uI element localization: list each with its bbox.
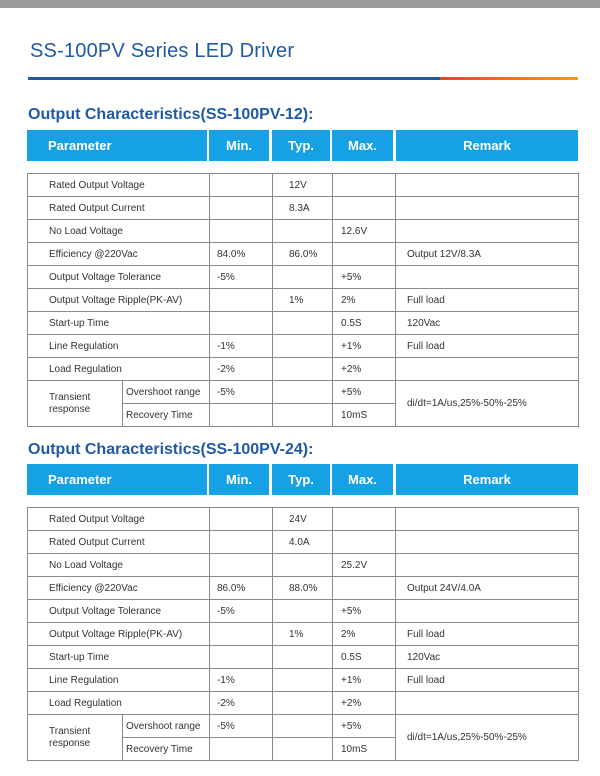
- min-cell: -5%: [210, 600, 273, 623]
- transient-remark-cell: di/dt=1A/us,25%-50%-25%: [396, 715, 579, 761]
- remark-cell: Full load: [396, 335, 579, 358]
- table-row: [28, 623, 579, 646]
- max-cell: [333, 197, 396, 220]
- transient-sub-cell: Overshoot range: [123, 381, 210, 404]
- table-row: [28, 174, 579, 197]
- min-cell: -1%: [210, 669, 273, 692]
- typ-cell: [273, 358, 333, 381]
- remark-cell: Full load: [396, 289, 579, 312]
- typ-cell: 86.0%: [273, 243, 333, 266]
- remark-cell: Output 24V/4.0A: [396, 577, 579, 600]
- min-cell: -1%: [210, 335, 273, 358]
- header-remark: Remark: [396, 464, 578, 495]
- max-cell: [333, 577, 396, 600]
- min-cell: -5%: [210, 381, 273, 404]
- min-cell: -2%: [210, 358, 273, 381]
- remark-cell: [396, 266, 579, 289]
- param-cell: Output Voltage Tolerance: [28, 266, 210, 289]
- header-min: Min.: [209, 464, 269, 495]
- spec-table-12v: [27, 173, 579, 427]
- typ-cell: [273, 692, 333, 715]
- min-cell: [210, 738, 273, 761]
- remark-cell: [396, 600, 579, 623]
- min-cell: [210, 220, 273, 243]
- header-max: Max.: [332, 130, 393, 161]
- max-cell: +5%: [333, 715, 396, 738]
- typ-cell: 88.0%: [273, 577, 333, 600]
- param-cell: Efficiency @220Vac: [28, 577, 210, 600]
- transient-sub-cell: Recovery Time: [123, 738, 210, 761]
- transient-label-cell: Transient response: [28, 381, 123, 427]
- typ-cell: 24V: [273, 508, 333, 531]
- typ-cell: [273, 669, 333, 692]
- max-cell: +2%: [333, 692, 396, 715]
- max-cell: 2%: [333, 623, 396, 646]
- param-cell: Rated Output Current: [28, 531, 210, 554]
- typ-cell: [273, 381, 333, 404]
- document-title: SS-100PV Series LED Driver: [30, 40, 295, 62]
- param-cell: No Load Voltage: [28, 220, 210, 243]
- max-cell: [333, 531, 396, 554]
- table-row: [28, 266, 579, 289]
- table-row-transient: [28, 381, 579, 404]
- transient-sub-cell: Recovery Time: [123, 404, 210, 427]
- table-row: [28, 289, 579, 312]
- transient-remark-cell: di/dt=1A/us,25%-50%-25%: [396, 381, 579, 427]
- typ-cell: [273, 600, 333, 623]
- param-cell: Rated Output Current: [28, 197, 210, 220]
- typ-cell: 8.3A: [273, 197, 333, 220]
- table-row: [28, 692, 579, 715]
- table-row: [28, 508, 579, 531]
- max-cell: 12.6V: [333, 220, 396, 243]
- param-cell: Rated Output Voltage: [28, 174, 210, 197]
- remark-cell: [396, 508, 579, 531]
- remark-cell: Full load: [396, 623, 579, 646]
- max-cell: [333, 174, 396, 197]
- min-cell: [210, 531, 273, 554]
- max-cell: 0.5S: [333, 646, 396, 669]
- remark-cell: 120Vac: [396, 312, 579, 335]
- table-row: [28, 220, 579, 243]
- min-cell: 86.0%: [210, 577, 273, 600]
- max-cell: +5%: [333, 600, 396, 623]
- min-cell: [210, 197, 273, 220]
- typ-cell: [273, 335, 333, 358]
- min-cell: [210, 174, 273, 197]
- min-cell: 84.0%: [210, 243, 273, 266]
- max-cell: +5%: [333, 266, 396, 289]
- max-cell: [333, 243, 396, 266]
- typ-cell: 12V: [273, 174, 333, 197]
- param-cell: Start-up Time: [28, 312, 210, 335]
- remark-cell: [396, 692, 579, 715]
- typ-cell: 4.0A: [273, 531, 333, 554]
- param-cell: Output Voltage Ripple(PK-AV): [28, 289, 210, 312]
- title-rule-orange: [440, 77, 578, 80]
- header-parameter: Parameter: [27, 130, 207, 161]
- table-row: [28, 243, 579, 266]
- max-cell: +1%: [333, 335, 396, 358]
- remark-cell: [396, 174, 579, 197]
- header-typ: Typ.: [272, 464, 330, 495]
- min-cell: [210, 646, 273, 669]
- typ-cell: [273, 266, 333, 289]
- table-row: [28, 577, 579, 600]
- spec-table-24v: [27, 507, 579, 761]
- param-cell: No Load Voltage: [28, 554, 210, 577]
- table-row: [28, 312, 579, 335]
- remark-cell: [396, 197, 579, 220]
- remark-cell: Output 12V/8.3A: [396, 243, 579, 266]
- remark-cell: [396, 358, 579, 381]
- param-cell: Start-up Time: [28, 646, 210, 669]
- min-cell: [210, 289, 273, 312]
- typ-cell: [273, 220, 333, 243]
- typ-cell: [273, 312, 333, 335]
- title-rule-blue: [28, 77, 440, 80]
- header-remark: Remark: [396, 130, 578, 161]
- header-parameter: Parameter: [27, 464, 207, 495]
- remark-cell: [396, 220, 579, 243]
- param-cell: Load Regulation: [28, 692, 210, 715]
- table-row: [28, 358, 579, 381]
- typ-cell: [273, 715, 333, 738]
- top-gray-bar: [0, 0, 600, 8]
- max-cell: +2%: [333, 358, 396, 381]
- header-min: Min.: [209, 130, 269, 161]
- header-typ: Typ.: [272, 130, 330, 161]
- min-cell: -2%: [210, 692, 273, 715]
- header-max: Max.: [332, 464, 393, 495]
- remark-cell: [396, 554, 579, 577]
- param-cell: Output Voltage Ripple(PK-AV): [28, 623, 210, 646]
- min-cell: [210, 623, 273, 646]
- max-cell: +5%: [333, 381, 396, 404]
- remark-cell: 120Vac: [396, 646, 579, 669]
- table-row: [28, 335, 579, 358]
- max-cell: [333, 508, 396, 531]
- table-row: [28, 600, 579, 623]
- param-cell: Rated Output Voltage: [28, 508, 210, 531]
- min-cell: -5%: [210, 715, 273, 738]
- transient-label-cell: Transient response: [28, 715, 123, 761]
- remark-cell: [396, 531, 579, 554]
- param-cell: Load Regulation: [28, 358, 210, 381]
- table-row: [28, 531, 579, 554]
- table-row: [28, 669, 579, 692]
- param-cell: Line Regulation: [28, 335, 210, 358]
- typ-cell: [273, 738, 333, 761]
- transient-sub-cell: Overshoot range: [123, 715, 210, 738]
- max-cell: 10mS: [333, 738, 396, 761]
- typ-cell: 1%: [273, 289, 333, 312]
- remark-cell: Full load: [396, 669, 579, 692]
- max-cell: 0.5S: [333, 312, 396, 335]
- table-row: [28, 554, 579, 577]
- max-cell: 25.2V: [333, 554, 396, 577]
- table-row: [28, 197, 579, 220]
- section-title-24v: Output Characteristics(SS-100PV-24):: [28, 441, 314, 458]
- min-cell: [210, 312, 273, 335]
- typ-cell: [273, 554, 333, 577]
- param-cell: Line Regulation: [28, 669, 210, 692]
- table-row-transient: [28, 715, 579, 738]
- param-cell: Efficiency @220Vac: [28, 243, 210, 266]
- typ-cell: [273, 646, 333, 669]
- param-cell: Output Voltage Tolerance: [28, 600, 210, 623]
- typ-cell: 1%: [273, 623, 333, 646]
- section-title-12v: Output Characteristics(SS-100PV-12):: [28, 106, 314, 123]
- max-cell: +1%: [333, 669, 396, 692]
- min-cell: [210, 404, 273, 427]
- min-cell: -5%: [210, 266, 273, 289]
- typ-cell: [273, 404, 333, 427]
- max-cell: 10mS: [333, 404, 396, 427]
- table-row: [28, 646, 579, 669]
- max-cell: 2%: [333, 289, 396, 312]
- min-cell: [210, 554, 273, 577]
- min-cell: [210, 508, 273, 531]
